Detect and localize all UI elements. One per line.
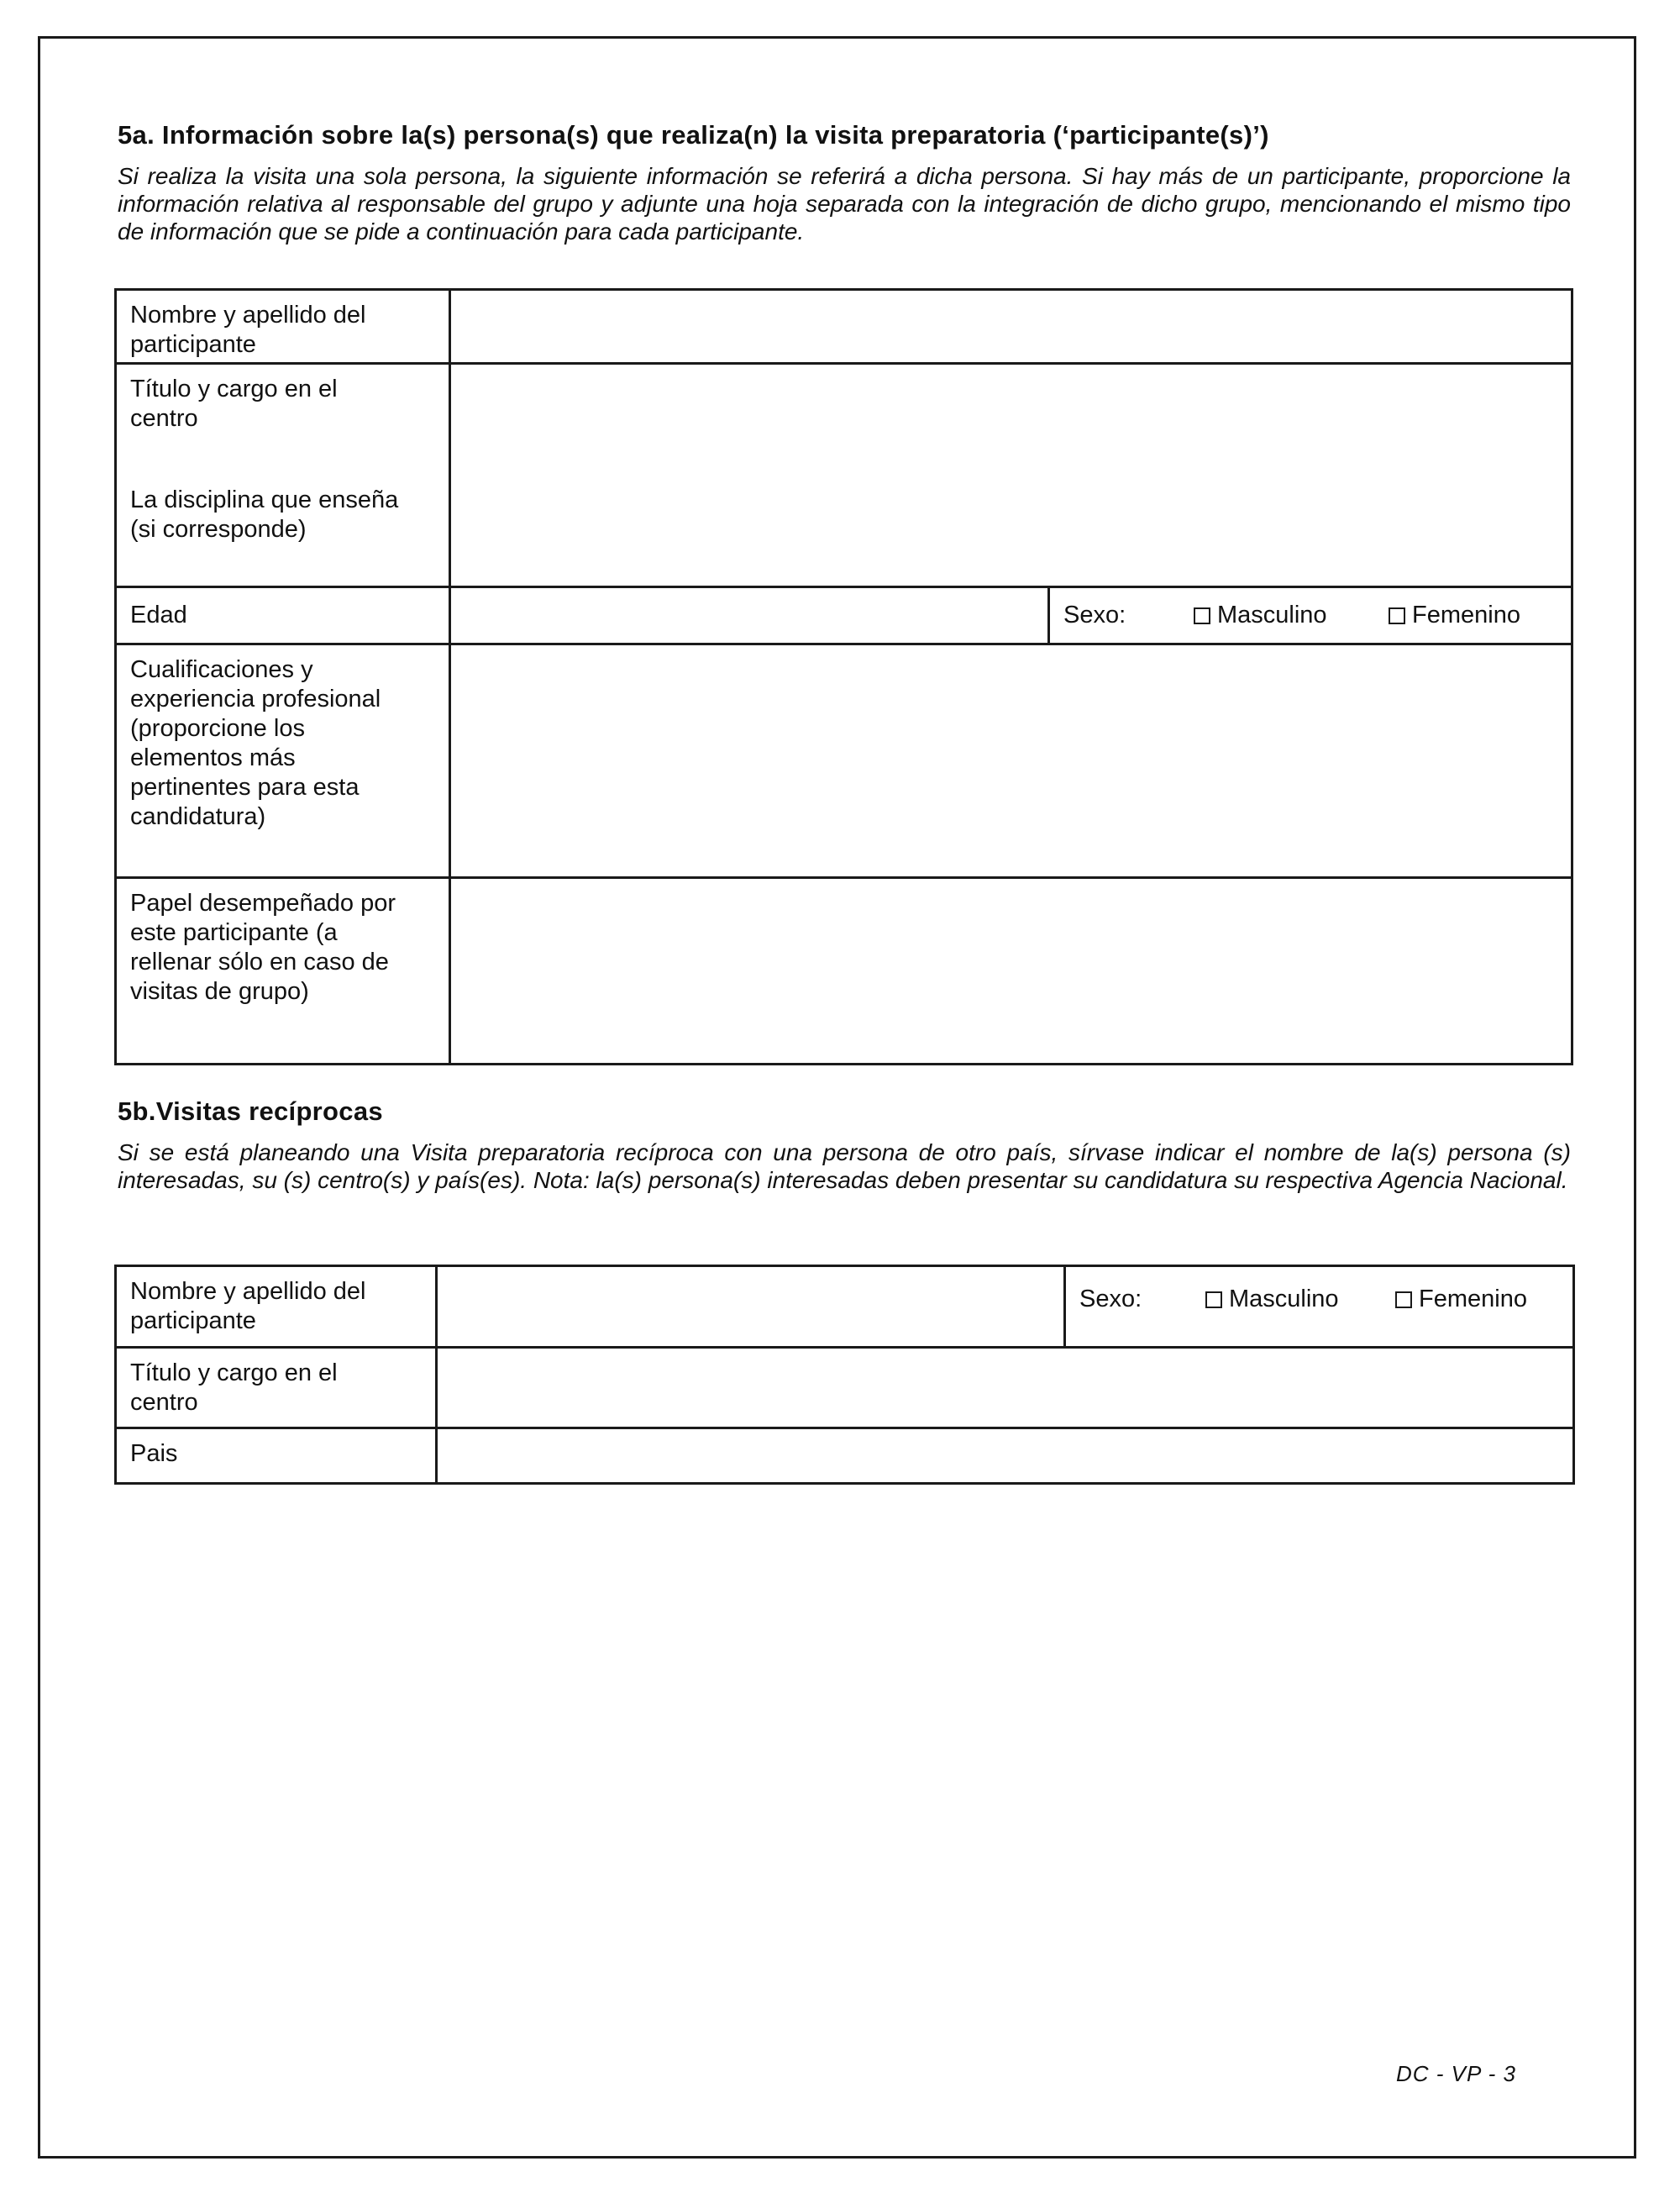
edad-field[interactable] <box>450 587 1049 644</box>
participant-table <box>114 288 1573 1065</box>
masculino-5b-option[interactable]: Masculino <box>1205 1286 1395 1313</box>
reciprocal-table <box>114 1265 1575 1485</box>
nombre-field[interactable] <box>450 290 1572 364</box>
row-5b-titulo <box>116 1348 1574 1428</box>
cualificaciones-label: Cualificaciones y experiencia profesional (proporcione los elementos más pertinentes para esta candidatura) <box>116 644 450 878</box>
cualificaciones-field[interactable] <box>450 644 1572 878</box>
titulo-5b-field[interactable] <box>437 1348 1574 1428</box>
row-edad <box>116 587 1572 644</box>
disciplina-label: La disciplina que enseña <box>130 486 399 513</box>
masculino-checkbox[interactable] <box>1194 607 1210 624</box>
nombre-5b-field[interactable] <box>437 1266 1065 1348</box>
section-5a-title: 5a. Información sobre la(s) persona(s) que realiza(n) la visita preparatoria (‘participante(s)’) <box>118 120 1269 150</box>
pais-field[interactable] <box>437 1428 1574 1484</box>
row-cualificaciones <box>116 644 1572 878</box>
titulo-field[interactable] <box>450 364 1572 587</box>
row-titulo <box>116 364 1572 587</box>
femenino-checkbox[interactable] <box>1389 607 1405 624</box>
nombre-label: Nombre y apellido del participante <box>116 290 450 364</box>
papel-field[interactable] <box>450 878 1572 1065</box>
sexo-group <box>1049 587 1572 644</box>
row-papel <box>116 878 1572 1065</box>
row-5b-nombre <box>116 1266 1574 1348</box>
sexo-5b-group <box>1065 1266 1574 1348</box>
masculino-option[interactable]: Masculino <box>1194 602 1389 629</box>
sexo-5b-label: Sexo: <box>1079 1286 1142 1312</box>
edad-label: Edad <box>116 587 450 644</box>
sexo-label: Sexo: <box>1063 602 1126 628</box>
titulo-label: Título y cargo en el centro La disciplina que enseña (si corresponde) <box>116 364 450 587</box>
section-5b-title: 5b.Visitas recíprocas <box>118 1096 383 1126</box>
section-5b-intro: Si se está planeando una Visita preparatoria recíproca con una persona de otro país, sírvase indicar el nombre de la(s) persona (s) interesadas, su (s) centro(s) y país(es). Nota: la(s) persona(s) interesadas deben presentar su candidatura su respectiva Agencia Nacional. <box>118 1139 1571 1193</box>
femenino-5b-option[interactable]: Femenino <box>1395 1286 1527 1313</box>
femenino-option[interactable]: Femenino <box>1389 602 1520 629</box>
page-code: DC - VP - 3 <box>1396 2061 1516 2086</box>
nombre-5b-label: Nombre y apellido del participante <box>116 1266 437 1348</box>
femenino-5b-checkbox[interactable] <box>1395 1291 1412 1308</box>
papel-label: Papel desempeñado por este participante (a rellenar sólo en caso de visitas de grupo) <box>116 878 450 1065</box>
row-nombre <box>116 290 1572 364</box>
row-5b-pais <box>116 1428 1574 1484</box>
titulo-5b-label: Título y cargo en el centro <box>116 1348 437 1428</box>
section-5a-intro: Si realiza la visita una sola persona, la siguiente información se referirá a dicha persona. Si hay más de un participante, proporcione la información relativa al responsable del grupo y adjunte una hoja separada con la integración de dicho grupo, mencionando el mismo tipo de información que se pide a continuación para cada participante. <box>118 163 1571 245</box>
pais-label: Pais <box>116 1428 437 1484</box>
masculino-5b-checkbox[interactable] <box>1205 1291 1222 1308</box>
